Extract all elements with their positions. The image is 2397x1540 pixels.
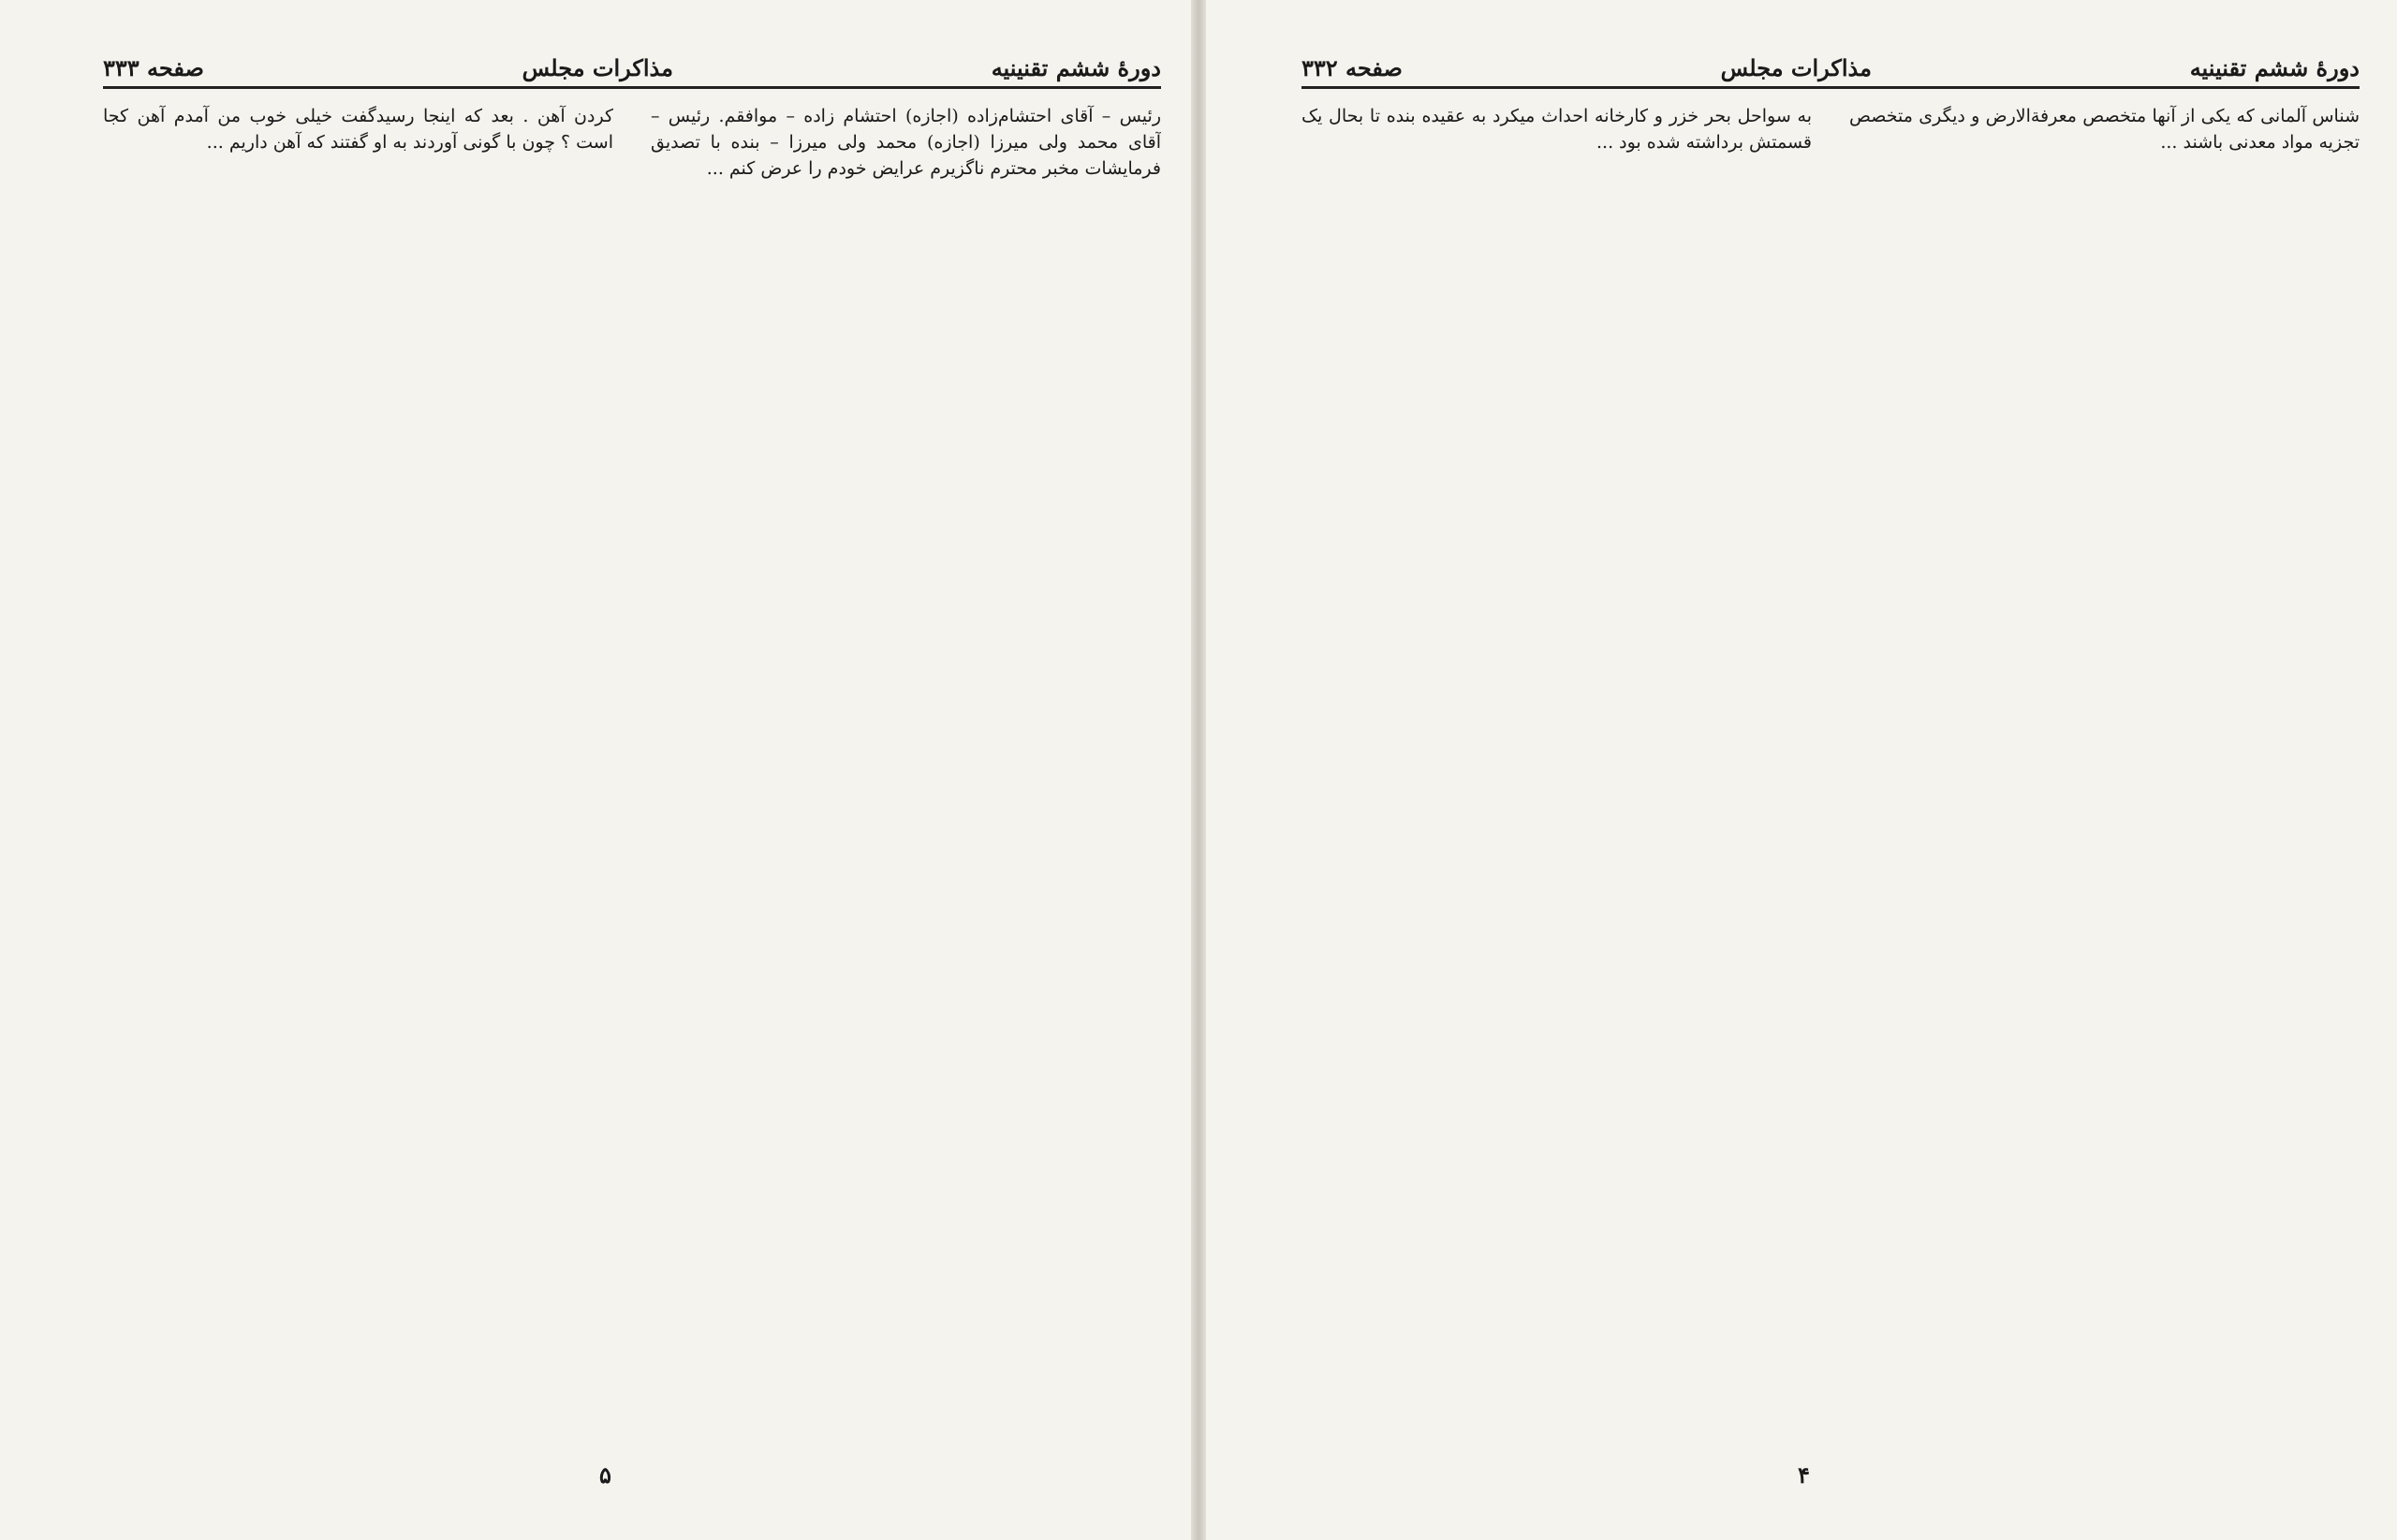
right-page-header — [1301, 49, 2360, 89]
page-number: ۴ — [1798, 1461, 1810, 1489]
text-column: به سواحل بحر خزر و کارخانه احداث میکرد به عقیده بنده تا بحال یک قسمتش برداشته شده بود ... — [1301, 106, 1812, 153]
session-label: دورهٔ ششم تقنینیه — [2189, 53, 2360, 81]
left-page-header — [103, 49, 1161, 89]
header-title: مذاکرات مجلس — [1720, 53, 1872, 81]
header-title: مذاکرات مجلس — [522, 53, 673, 81]
left-page-columns — [103, 103, 1161, 1428]
session-label: دورهٔ ششم تقنینیه — [991, 53, 1161, 81]
left-page — [0, 0, 1198, 1540]
text-column: کردن آهن . بعد که اینجا رسیدگفت خیلی خوب من آمدم آهن کجا است ؟ چون با گونی آوردند به او گفتند که آهن داریم ... — [103, 106, 613, 153]
right-page-columns — [1301, 103, 2360, 1428]
page-label: صفحه ۳۳۲ — [1301, 53, 1403, 81]
page-label: صفحه ۳۳۳ — [103, 53, 204, 81]
text-column: شناس آلمانی که یکی از آنها متخصص معرفةالارض و دیگری متخصص تجزیه مواد معدنی باشند ... — [1849, 106, 2360, 153]
right-page — [1198, 0, 2397, 1540]
page-number: ۵ — [599, 1461, 611, 1489]
text-column: رئیس – آقای احتشام‌زاده (اجازه) احتشام زاده – موافقم. رئیس – آقای محمد ولی میرزا (اجازه) محمد ولی میرزا – بنده با تصدیق فرمایشات مخبر محترم ناگزیرم عرایض خودم را عرض کنم ... — [651, 106, 1161, 179]
